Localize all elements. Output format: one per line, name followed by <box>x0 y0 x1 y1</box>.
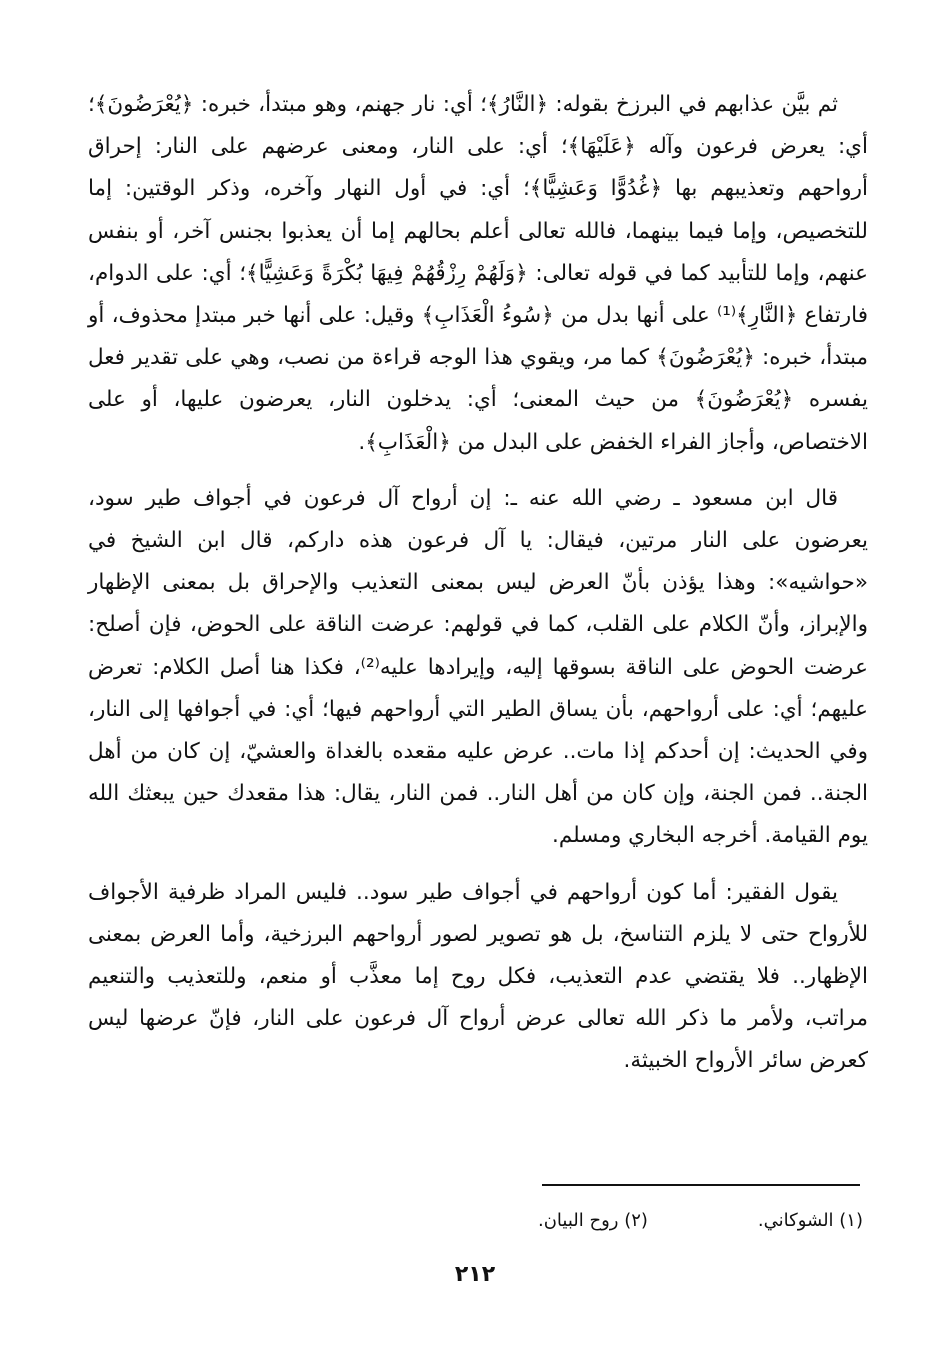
footnote-1: (١) الشوكاني. <box>757 1210 863 1231</box>
footnote-divider <box>542 1184 860 1186</box>
footnotes <box>88 1204 863 1238</box>
main-text <box>88 84 868 1083</box>
paragraph-1: ثم بيَّن عذابهم في البرزخ بقوله: ﴿النَّارُ﴾؛ أي: نار جهنم، وهو مبتدأ، خبره: ﴿يُعْرَضُونَ﴾؛ أي: يعرض فرعون وآله ﴿عَلَيْهَا﴾؛ أي: على النار، ومعنى عرضهم على النار: إحراق أرواحهم وتعذيبهم بها ﴿غُدُوًّا وَعَشِيًّا﴾؛ أي: في أول النهار وآخره، وذكر الوقتين: إما للتخصيص، وإما فيما بينهما، فالله تعالى أعلم بحالهم إما أن يعذبوا بجنس آخر، أو بنفس عنهم، وإما للتأبيد كما في قوله تعالى: ﴿وَلَهُمْ رِزْقُهُمْ فِيهَا بُكْرَةً وَعَشِيًّا﴾؛ أي: على الدوام، فارتفاع ﴿النَّارِ﴾⁽¹⁾ على أنها بدل من ﴿سُوءُ الْعَذَابِ﴾ وقيل: على أنها خبر مبتدإ محذوف، أو مبتدأ، خبره: ﴿يُعْرَضُونَ﴾ كما مر، ويقوي هذا الوجه قراءة من نصب، وهي على تقدير فعل يفسره ﴿يُعْرَضُونَ﴾ من حيث المعنى؛ أي: يدخلون النار، يعرضون عليها، أو على الاختصاص، وأجاز الفراء الخفض على البدل من ﴿الْعَذَابِ﴾. <box>88 92 868 455</box>
paragraph-2: قال ابن مسعود ـ رضي الله عنه ـ: إن أرواح آل فرعون في أجواف طير سود، يعرضون على النار مرتين، فيقال: يا آل فرعون هذه داركم، قال ابن الشيخ في «حواشيه»: وهذا يؤذن بأنّ العرض ليس بمعنى التعذيب والإحراق بل بمعنى الإظهار والإبراز، وأنّ الكلام على القلب، كما في قولهم: عرضت الناقة على الحوض، فإن أصلح: عرضت الحوض على الناقة بسوقها إليه، وإيرادها عليه⁽²⁾، فكذا هنا أصل الكلام: تعرض عليهم؛ أي: على أرواحهم، بأن يساق الطير التي أرواحهم فيها؛ أي: في أجوافها إلى النار، وفي الحديث: إن أحدكم إذا مات.. عرض عليه مقعده بالغداة والعشيّ، إن كان من أهل الجنة.. فمن الجنة، وإن كان من أهل النار.. فمن النار، يقال: هذا مقعدك حين يبعثك الله يوم القيامة. أخرجه البخاري ومسلم. <box>88 485 868 849</box>
footnote-2: (٢) روح البيان. <box>537 1210 648 1231</box>
paragraph-3: يقول الفقير: أما كون أرواحهم في أجواف طير سود.. فليس المراد ظرفية الأجواف للأرواح حتى لا يلزم التناسخ، بل هو تصوير لصور أرواحهم البرزخية، وأما العرض بمعنى الإظهار.. فلا يقتضي عدم التعذيب، فكل روح إما معذَّب أو منعم، وللتعذيب والتنعيم مراتب، ولأمر ما ذكر الله تعالى عرض أرواح آل فرعون على النار، فإنّ عرضها ليس كعرض سائر الأرواح الخبيثة. <box>88 879 868 1074</box>
page-number: ٢١٢ <box>454 1262 496 1287</box>
